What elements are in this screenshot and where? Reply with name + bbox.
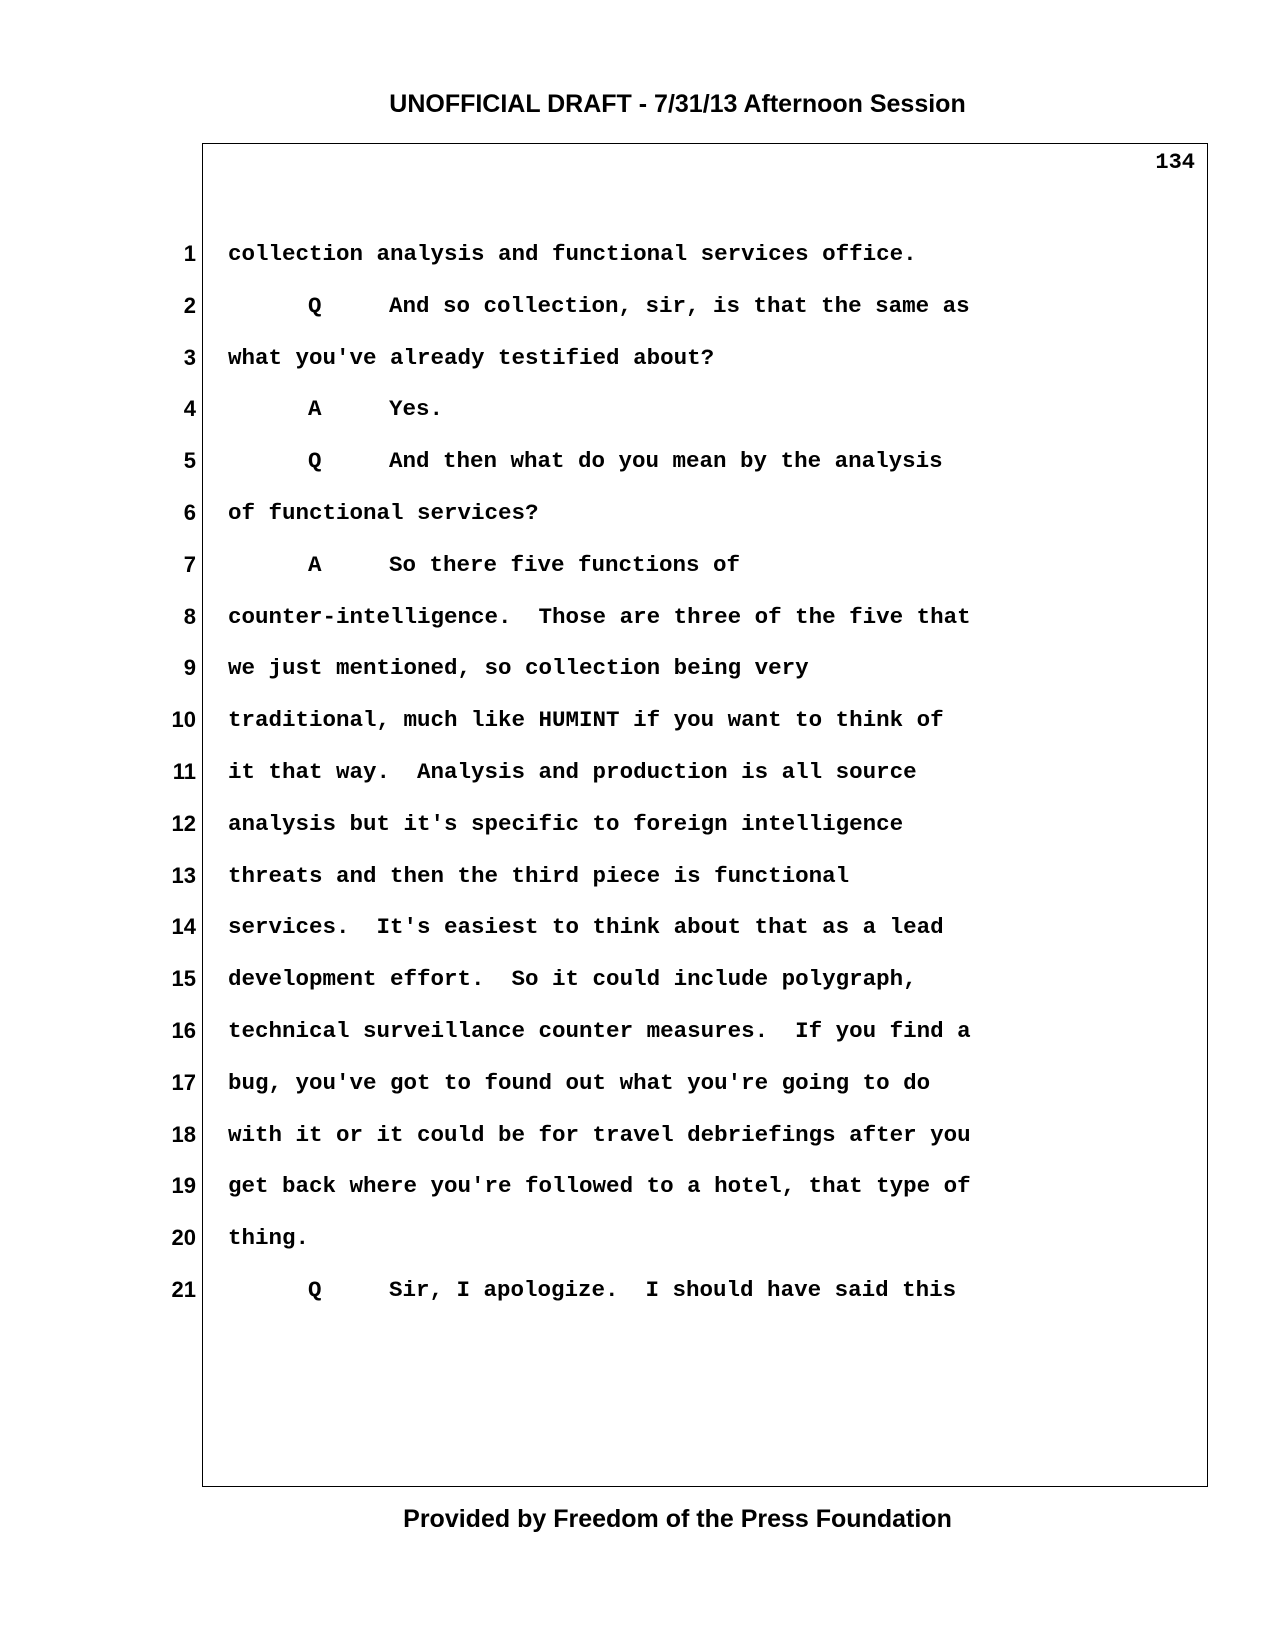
line-number: 11: [172, 758, 196, 784]
line-number: 3: [183, 344, 196, 370]
line-number: 4: [183, 396, 196, 422]
transcript-line: [0, 343, 1100, 395]
transcript-line: [0, 498, 1100, 550]
transcript-line: [0, 1016, 1100, 1068]
transcript-line: [0, 550, 1100, 602]
line-text: traditional, much like HUMINT if you want to think of: [228, 707, 944, 734]
transcript-line: [0, 291, 1100, 343]
line-number: 9: [183, 655, 196, 681]
transcript-line: [0, 1171, 1100, 1223]
line-text: development effort. So it could include polygraph,: [228, 966, 917, 993]
line-number: 7: [183, 551, 196, 577]
line-text: we just mentioned, so collection being very: [228, 655, 809, 682]
line-number: 2: [183, 292, 196, 318]
line-number: 18: [171, 1121, 196, 1147]
line-number: 15: [171, 966, 196, 992]
line-number: 13: [171, 862, 196, 888]
line-text: services. It's easiest to think about that as a lead: [228, 914, 944, 941]
line-number: 8: [183, 603, 196, 629]
line-number: 14: [171, 914, 196, 940]
transcript-line: [0, 1068, 1100, 1120]
line-number: 20: [171, 1225, 196, 1251]
line-text: So there five functions of: [389, 551, 741, 578]
line-number: 17: [171, 1069, 196, 1095]
document-header: UNOFFICIAL DRAFT - 7/31/13 Afternoon Session: [389, 90, 966, 118]
transcript-line: [0, 705, 1100, 757]
line-text: And then what do you mean by the analysis: [389, 448, 943, 475]
page-number: 134: [1155, 150, 1195, 175]
line-text: what you've already testified about?: [228, 344, 715, 371]
transcript-line: [0, 809, 1100, 861]
line-text: of functional services?: [228, 499, 539, 526]
line-text: Sir, I apologize. I should have said this: [389, 1276, 957, 1303]
speaker-label: Q: [308, 292, 322, 319]
transcript-line: [0, 757, 1100, 809]
line-text: bug, you've got to found out what you're going to do: [228, 1069, 931, 1096]
line-text: threats and then the third piece is functional: [228, 862, 850, 889]
line-number: 1: [183, 241, 196, 266]
transcript-line: [0, 861, 1100, 913]
transcript-line: [0, 653, 1100, 705]
line-number: 12: [171, 810, 196, 836]
transcript-line: [0, 394, 1100, 446]
line-text: get back where you're followed to a hotel, that type of: [228, 1173, 971, 1200]
line-text: collection analysis and functional services office.: [228, 241, 917, 267]
speaker-label: Q: [308, 448, 322, 475]
transcript-line: [0, 602, 1100, 654]
transcript-line: [0, 1275, 1100, 1327]
speaker-label: A: [308, 396, 322, 423]
transcript-line: [0, 1223, 1100, 1275]
document-footer: Provided by Freedom of the Press Foundation: [403, 1505, 952, 1533]
line-number: 5: [183, 448, 196, 474]
transcript-line: [0, 239, 1100, 291]
transcript-line: [0, 446, 1100, 498]
line-text: it that way. Analysis and production is all source: [228, 758, 917, 785]
line-text: with it or it could be for travel debriefings after you: [228, 1121, 971, 1148]
transcript-line: [0, 1120, 1100, 1172]
line-text: analysis but it's specific to foreign intelligence: [228, 810, 904, 837]
line-text: technical surveillance counter measures. If you find a: [228, 1017, 971, 1044]
line-text: counter-intelligence. Those are three of the five that: [228, 603, 971, 630]
line-number: 16: [171, 1017, 196, 1043]
line-number: 21: [171, 1276, 196, 1302]
transcript-line: [0, 964, 1100, 1016]
transcript-line: [0, 912, 1100, 964]
transcript-lines: [0, 239, 1100, 1327]
line-number: 19: [171, 1173, 196, 1199]
speaker-label: Q: [308, 1276, 322, 1303]
line-number: 6: [183, 499, 196, 525]
line-text: Yes.: [389, 396, 444, 423]
line-number: 10: [171, 707, 196, 733]
line-text: And so collection, sir, is that the same as: [389, 292, 970, 319]
speaker-label: A: [308, 551, 322, 578]
line-text: thing.: [228, 1225, 310, 1252]
